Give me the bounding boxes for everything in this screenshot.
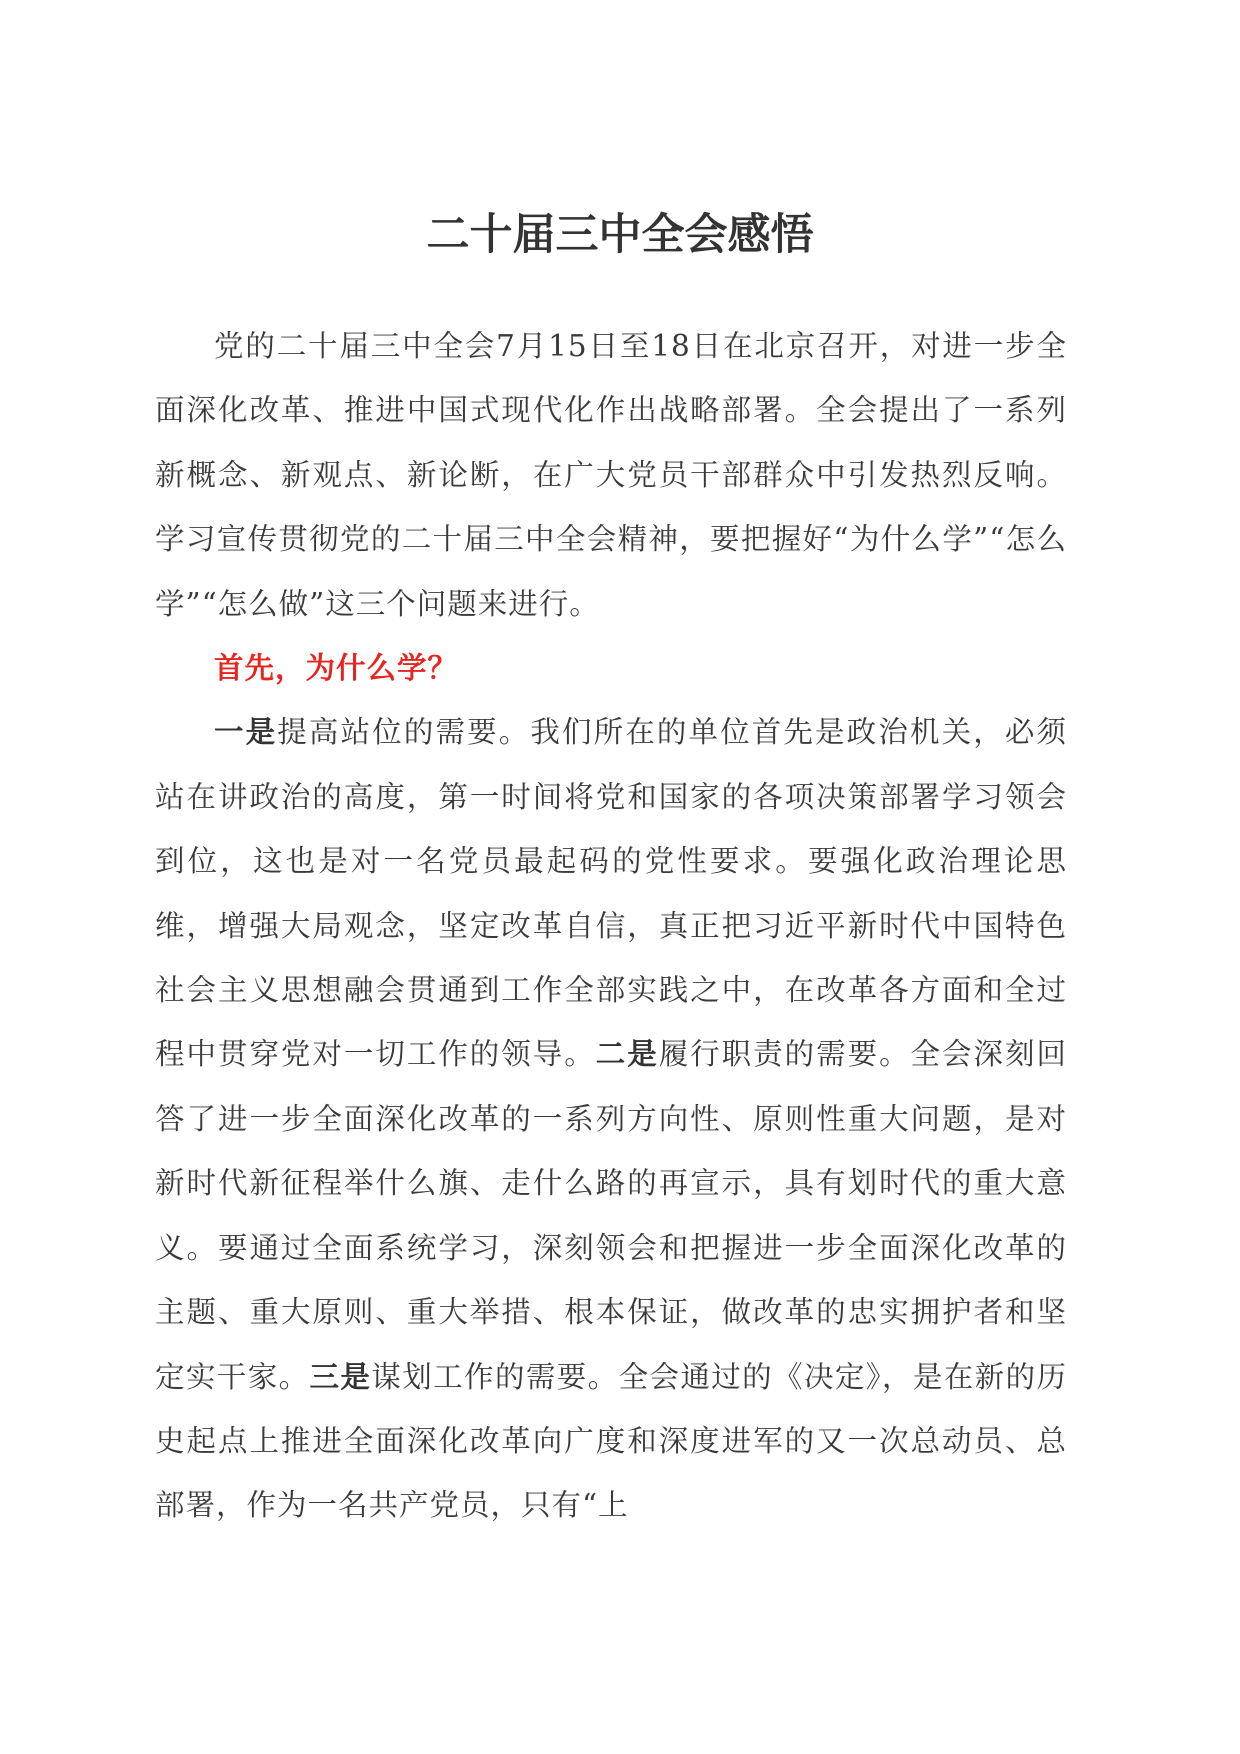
point-2-text: 履行职责的需要。全会深刻回答了进一步全面深化改革的一系列方向性、原则性重大问题，是对新时代新征程举什么旗、走什么路的再宣示，具有划时代的重大意义。要通过全面系统学习，深刻领会和把握进一步全面深化改革的主题、重大原则、重大举措、根本保证，做改革的忠实拥护者和坚定实干家。 xyxy=(155,1037,1067,1394)
point-3-lead: 三是 xyxy=(309,1359,372,1394)
intro-paragraph: 党的二十届三中全会7月15日至18日在北京召开，对进一步全面深化改革、推进中国式现代化作出战略部署。全会提出了一系列新概念、新观点、新论断，在广大党员干部群众中引发热烈反响。学习宣传贯彻党的二十届三中全会精神，要把握好“为什么学”“怎么学”“怎么做”这三个问题来进行。 xyxy=(155,329,1067,621)
document-body xyxy=(155,314,1067,1538)
document-title: 二十届三中全会感悟 xyxy=(426,210,814,260)
points-paragraph xyxy=(155,700,1067,1537)
section-heading-why-learn: 首先，为什么学？ xyxy=(214,651,459,686)
point-1-lead: 一是 xyxy=(214,715,278,750)
point-2-lead: 二是 xyxy=(595,1037,659,1072)
point-3-text: 谋划工作的需要。全会通过的《决定》，是在新的历史起点上推进全面深化改革向广度和深度进军的又一次总动员、总部署，作为一名共产党员，只有“上 xyxy=(155,1359,1067,1523)
point-1-text: 提高站位的需要。我们所在的单位首先是政治机关，必须站在讲政治的高度，第一时间将党和国家的各项决策部署学习领会到位，这也是对一名党员最起码的党性要求。要强化政治理论思维，增强大局观念，坚定改革自信，真正把习近平新时代中国特色社会主义思想融会贯通到工作全部实践之中，在改革各方面和全过程中贯穿党对一切工作的领导。 xyxy=(155,715,1067,1072)
